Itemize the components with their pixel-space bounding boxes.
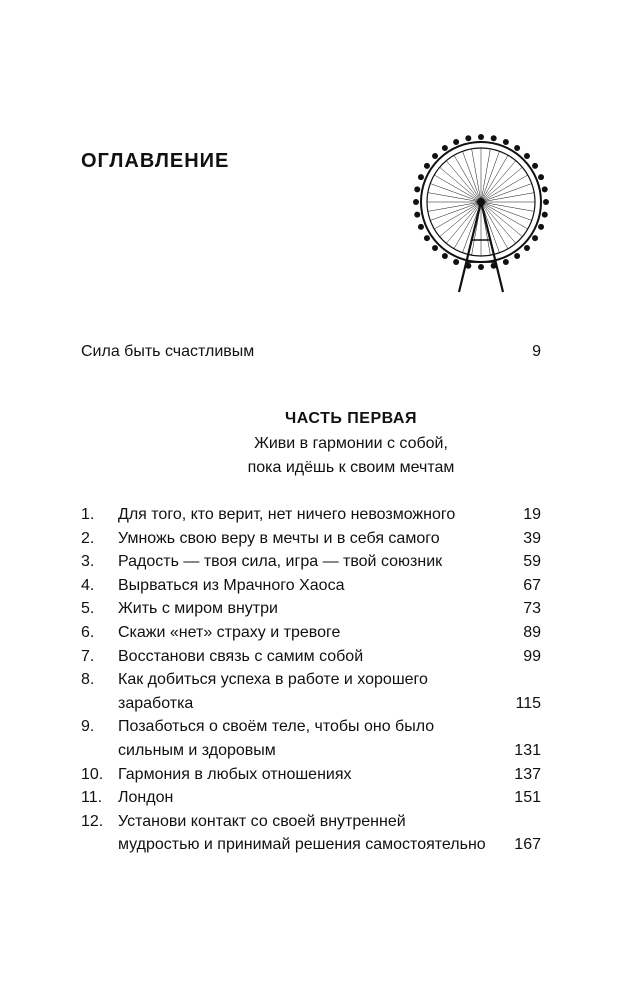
toc-entry-title-line: Установи контакт со своей внутренней — [118, 812, 406, 830]
toc-entry-page: 167 — [514, 836, 541, 854]
toc-entry-chapter-12[interactable] — [81, 810, 541, 857]
toc-entry-chapter-3[interactable] — [81, 550, 541, 574]
toc-entry-number: 11. — [81, 789, 103, 807]
toc-entry-title — [118, 763, 485, 787]
toc-entry-title-line: Как добиться успеха в работе и хорошего — [118, 671, 428, 689]
toc-entry-chapter-7[interactable] — [81, 645, 541, 669]
toc-entry-chapter-8[interactable] — [81, 668, 541, 715]
toc-entry-number: 2. — [81, 529, 95, 547]
toc-entry-number: 1. — [81, 506, 95, 523]
toc-entry-number: 4. — [81, 576, 95, 594]
toc-heading: ОГЛАВЛЕНИЕ — [81, 150, 230, 172]
toc-entry-intro[interactable] — [81, 340, 541, 363]
chapter-list — [81, 503, 541, 857]
ferris-wheel-icon — [406, 130, 556, 295]
toc-entry-title — [118, 621, 485, 645]
toc-entry-page: 115 — [515, 694, 541, 712]
toc-entry-number: 6. — [81, 623, 95, 641]
toc-entry-number: 10. — [81, 765, 104, 783]
toc-entry-title-line: Гармония в любых отношениях — [118, 765, 352, 783]
toc-entry-title-line: Лондон — [118, 789, 174, 807]
toc-entry-page: 19 — [523, 506, 541, 523]
toc-entry-title-line: мудростью и принимай решения самостоятельно — [118, 836, 486, 854]
toc-entry-chapter-2[interactable] — [81, 527, 541, 551]
toc-entry-number: 8. — [81, 671, 95, 689]
toc-entry-title — [118, 574, 485, 598]
toc-entry-title — [118, 810, 485, 857]
toc-entry-page: 9 — [532, 343, 541, 360]
toc-entry-number: 9. — [81, 718, 95, 736]
toc-entry-page: 137 — [514, 765, 541, 783]
toc-entry-number: 12. — [81, 812, 104, 830]
toc-entry-title-line: Радость — твоя сила, игра — твой союзник — [118, 553, 443, 571]
toc-entry-chapter-6[interactable] — [81, 621, 541, 645]
toc-entry-title — [118, 597, 485, 621]
toc-entry-title-line: Жить с миром внутри — [118, 600, 278, 618]
part-title: ЧАСТЬ ПЕРВАЯ — [285, 410, 417, 427]
toc-entry-page: 131 — [514, 741, 541, 759]
toc-entry-title-line: Умножь свою веру в мечты и в себя самого — [118, 529, 440, 547]
toc-entry-title — [118, 668, 485, 715]
toc-entry-title — [118, 715, 485, 762]
toc-entry-title — [118, 527, 485, 551]
toc-entry-chapter-1[interactable] — [81, 503, 541, 527]
toc-entry-title — [118, 645, 485, 669]
toc-entry-page: 151 — [514, 789, 541, 807]
toc-entry-title — [118, 550, 485, 574]
toc-entry-title-line: Восстанови связь с самим собой — [118, 647, 364, 665]
toc-entry-page: 99 — [523, 647, 541, 665]
toc-entry-chapter-10[interactable] — [81, 763, 541, 787]
toc-entry-page: 73 — [523, 600, 541, 618]
part-subtitle-line: пока идёшь к своим мечтам — [247, 459, 455, 476]
toc-entry-title — [118, 503, 485, 527]
toc-entry-page: 89 — [523, 623, 541, 641]
toc-entry-title-line: Позаботься о своём теле, чтобы оно было — [118, 718, 435, 736]
toc-entry-page: 59 — [523, 553, 541, 571]
toc-entry-page: 67 — [523, 576, 541, 594]
toc-entry-number: 3. — [81, 553, 95, 571]
toc-entry-title: Сила быть счастливым — [81, 343, 255, 360]
toc-entry-number: 5. — [81, 600, 95, 618]
toc-entry-chapter-9[interactable] — [81, 715, 541, 762]
toc-entry-title — [118, 786, 485, 810]
toc-entry-page: 39 — [523, 529, 541, 547]
toc-entry-title-line: Вырваться из Мрачного Хаоса — [118, 576, 345, 594]
toc-entry-title-line: сильным и здоровым — [118, 741, 276, 759]
toc-entry-chapter-5[interactable] — [81, 597, 541, 621]
part-subtitle-line: Живи в гармонии с собой, — [254, 435, 448, 452]
toc-entry-title-line: Для того, кто верит, нет ничего невозможного — [118, 506, 456, 523]
toc-entry-chapter-11[interactable] — [81, 786, 541, 810]
toc-entry-title-line: заработка — [118, 694, 194, 712]
toc-entry-number: 7. — [81, 647, 95, 665]
toc-entry-chapter-4[interactable] — [81, 574, 541, 598]
toc-entry-title-line: Скажи «нет» страху и тревоге — [118, 623, 341, 641]
